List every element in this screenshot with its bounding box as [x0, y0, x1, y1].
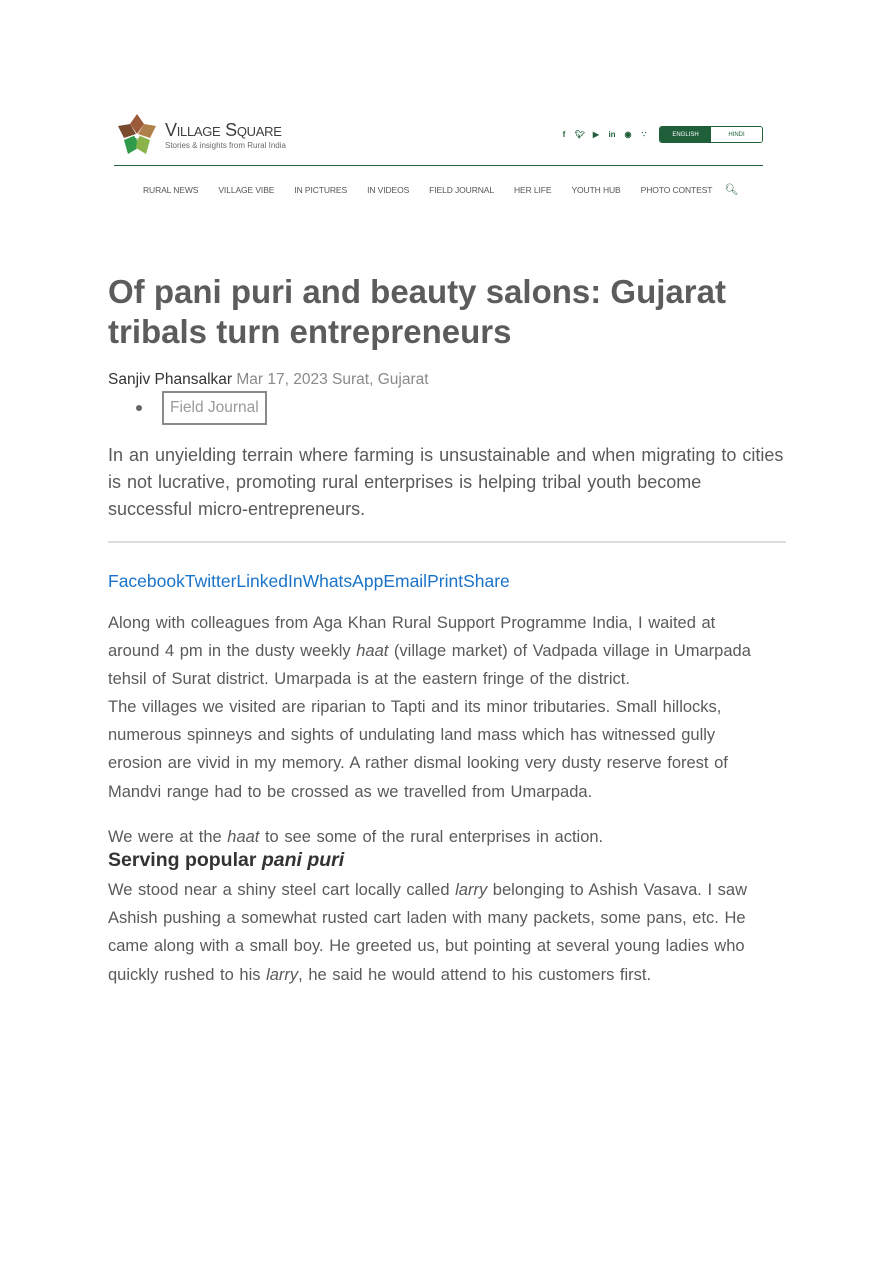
article-meta	[108, 371, 429, 389]
text-run: Serving popular	[108, 849, 262, 871]
nav-in-videos[interactable]: IN VIDEOS	[367, 184, 410, 195]
nav-village-vibe[interactable]: VILLAGE VIBE	[218, 184, 275, 195]
nav-field-journal[interactable]: FIELD JOURNAL	[429, 184, 494, 195]
article-location: Surat, Gujarat	[332, 371, 429, 388]
share-print[interactable]: Print	[427, 571, 464, 591]
emphasis-text: larry	[266, 965, 299, 984]
emphasis-text: haat	[227, 828, 260, 846]
youtube-icon[interactable]: ▶	[592, 130, 600, 139]
section-heading	[108, 848, 344, 872]
body-paragraph	[108, 609, 768, 694]
emphasis-text: haat	[356, 642, 389, 661]
category-tag[interactable]: Field Journal	[162, 391, 267, 425]
publish-date: Mar 17, 2023	[236, 371, 328, 388]
author-name[interactable]: Sanjiv Phansalkar	[108, 371, 233, 388]
instagram-icon[interactable]: ◉	[624, 130, 632, 139]
text-run: to see some of the rural enterprises in action.	[259, 828, 604, 846]
body-paragraph: The villages we visited are riparian to Tapti and its minor tributaries. Small hillocks, numerous spinneys and sights of undulating land mass which has witnessed gully erosion are vivid in my memory. A rather dismal looking very dusty reserve forest of Mandvi range had to be crossed as we travelled from Umarpada.	[108, 698, 728, 801]
nav-photo-contest[interactable]: PHOTO CONTEST	[640, 184, 713, 195]
linkedin-icon[interactable]: in	[608, 130, 616, 139]
logo-tagline: Stories & insights from Rural India	[165, 140, 286, 150]
share-links	[108, 571, 510, 592]
twitter-icon[interactable]: 🐦︎	[575, 130, 586, 139]
search-icon[interactable]: 🔍︎	[724, 184, 739, 196]
tag-list	[136, 391, 267, 425]
share-whatsapp[interactable]: WhatsApp	[302, 571, 384, 591]
main-nav	[143, 183, 738, 196]
share-linkedin[interactable]: LinkedIn	[236, 571, 303, 591]
emphasis-text: larry	[455, 881, 488, 899]
text-run: belonging to Ashish Vasava. I saw Ashish pushing a somewhat rusted cart laden with many packets, some pans, etc. He came along with a small boy. He greeted us, but pointing at several young ladies who quickly rushed to his	[108, 881, 747, 984]
nav-her-life[interactable]: HER LIFE	[514, 184, 552, 195]
text-run: , he said he would attend to his customers first.	[298, 965, 652, 984]
site-logo[interactable]	[114, 111, 314, 159]
leaf-logo-icon	[114, 112, 160, 158]
article-title: Of pani puri and beauty salons: Gujarat tribals turn entrepreneurs	[108, 273, 726, 350]
nav-youth-hub[interactable]: YOUTH HUB	[571, 184, 621, 195]
article-lede: In an unyielding terrain where farming is unsustainable and when migrating to cities is not lucrative, promoting rural enterprises is helping tribal youth become successful micro-entrepreneurs.	[108, 445, 784, 519]
social-links	[559, 130, 649, 140]
rss-icon[interactable]: ∵	[641, 130, 647, 139]
text-run: We stood near a shiny steel cart locally called	[108, 881, 456, 899]
body-paragraph	[108, 823, 768, 851]
text-run: (village market) of Vadpada village in Umarpada tehsil of Surat district. Umarpada is at the eastern fringe of the district.	[108, 642, 751, 689]
lede-divider	[108, 541, 786, 543]
nav-in-pictures[interactable]: IN PICTURES	[294, 184, 348, 195]
language-switcher	[659, 126, 763, 143]
facebook-icon[interactable]: f	[562, 130, 566, 139]
share-more[interactable]: Share	[463, 571, 510, 591]
nav-rural-news[interactable]: RURAL NEWS	[143, 184, 199, 195]
share-facebook[interactable]: Facebook	[108, 571, 185, 591]
text-run: We were at the	[108, 828, 228, 846]
share-twitter[interactable]: Twitter	[184, 571, 237, 591]
text-run: Along with colleagues from Aga Khan Rural Support Programme India, I waited at around 4 pm in the dusty weekly	[108, 614, 716, 661]
header-divider	[114, 165, 763, 166]
lang-english-button[interactable]: ENGLISH	[660, 127, 711, 142]
body-paragraph	[108, 876, 768, 989]
logo-name: Village Square	[165, 119, 282, 140]
bullet-icon	[136, 405, 142, 411]
lang-hindi-button[interactable]: HINDI	[711, 127, 762, 142]
emphasis-text: pani puri	[261, 849, 345, 871]
share-email[interactable]: Email	[383, 571, 428, 591]
